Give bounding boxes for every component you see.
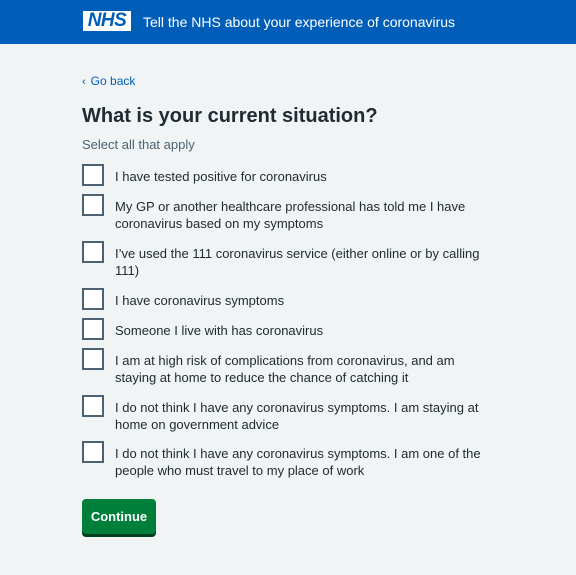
go-back-link[interactable] <box>82 73 135 90</box>
chevron-left-icon: ‹ <box>82 76 86 88</box>
checkbox[interactable] <box>82 241 104 263</box>
checkbox-label[interactable]: I am at high risk of complications from coronavirus, and am staying at home to reduce the chance of catching it <box>115 353 455 385</box>
checkbox[interactable] <box>82 318 104 340</box>
checkbox-label[interactable]: My GP or another healthcare professional has told me I have coronavirus based on my symptoms <box>115 199 466 231</box>
checkbox[interactable] <box>82 194 104 216</box>
go-back-label: Go back <box>90 74 136 88</box>
site-header <box>0 0 576 44</box>
checkbox[interactable] <box>82 395 104 417</box>
checkbox[interactable] <box>82 288 104 310</box>
service-name[interactable]: Tell the NHS about your experience of coronavirus <box>143 14 456 30</box>
checkbox-label[interactable]: I have tested positive for coronavirus <box>115 169 327 184</box>
checkbox[interactable] <box>82 441 104 463</box>
checkbox[interactable] <box>82 164 104 186</box>
nhs-logo[interactable]: NHS <box>83 11 131 31</box>
hint-text: Select all that apply <box>82 137 195 152</box>
checkbox-label[interactable]: I do not think I have any coronavirus symptoms. I am staying at home on government advice <box>115 400 479 432</box>
page-title: What is your current situation? <box>82 105 378 127</box>
checkbox-label[interactable]: I’ve used the 111 coronavirus service (either online or by calling 111) <box>115 246 480 278</box>
checkbox-label[interactable]: I have coronavirus symptoms <box>115 293 285 308</box>
checkbox-label[interactable]: I do not think I have any coronavirus symptoms. I am one of the people who must travel to my place of work <box>115 446 481 478</box>
checkbox-label[interactable]: Someone I live with has coronavirus <box>115 323 324 338</box>
continue-button[interactable]: Continue <box>82 499 156 534</box>
checkbox[interactable] <box>82 348 104 370</box>
